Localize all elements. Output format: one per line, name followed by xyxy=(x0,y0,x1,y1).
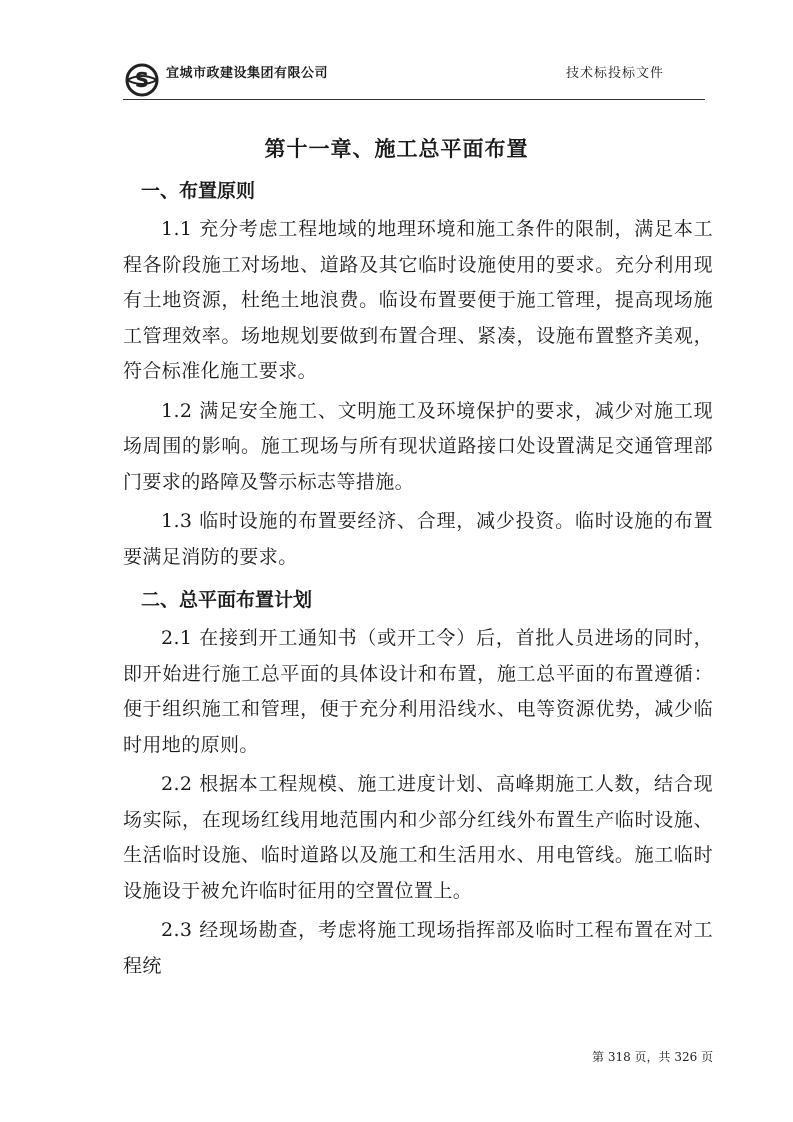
company-name: 宜城市政建设集团有限公司 xyxy=(166,66,329,81)
header-divider xyxy=(123,99,705,100)
svg-text:S: S xyxy=(134,68,150,92)
page-number: 第 318 页，共 326 页 xyxy=(592,1050,714,1064)
paragraph: 2.3 经现场勘查，考虑将施工现场指挥部及临时工程布置在对工程统 xyxy=(123,919,713,977)
section-heading: 二、总平面布置计划 xyxy=(141,589,313,611)
paragraph: 2.1 在接到开工通知书（或开工令）后，首批人员进场的同时，即开始进行施工总平面的具体设计和布置，施工总平面的布置遵循：便于组织施工和管理，便于充分利用沿线水、电等资源优势，减少临时用地的原则。 xyxy=(123,627,713,756)
chapter-title: 第十一章、施工总平面布置 xyxy=(264,137,529,161)
section-layout-principles xyxy=(123,170,713,575)
page-footer xyxy=(592,1048,713,1065)
document-type: 技术标投标文件 xyxy=(566,66,665,81)
document-body xyxy=(123,168,713,988)
paragraph: 1.1 充分考虑工程地域的地理环境和施工条件的限制，满足本工程各阶段施工对场地、道路及其它临时设施使用的要求。充分利用现有土地资源，杜绝土地浪费。临设布置要便于施工管理，提高现场施工管理效率。场地规划要做到布置合理、紧凑，设施布置整齐美观，符合标准化施工要求。 xyxy=(123,218,713,382)
company-logo-icon xyxy=(124,62,160,98)
paragraph: 1.3 临时设施的布置要经济、合理，减少投资。临时设施的布置要满足消防的要求。 xyxy=(123,510,713,568)
section-heading: 一、布置原则 xyxy=(141,180,256,202)
paragraph: 2.2 根据本工程规模、施工进度计划、高峰期施工人数，结合现场实际，在现场红线用地范围内和少部分红线外布置生产临时设施、生活临时设施、临时道路以及施工和生活用水、用电管线。施工临时设施设于被允许临时征用的空置位置上。 xyxy=(123,773,713,902)
page-header xyxy=(0,0,793,110)
paragraph: 1.2 满足安全施工、文明施工及环境保护的要求，减少对施工现场周围的影响。施工现场与所有现状道路接口处设置满足交通管理部门要求的路障及警示标志等措施。 xyxy=(123,399,713,493)
section-layout-plan xyxy=(123,579,713,984)
